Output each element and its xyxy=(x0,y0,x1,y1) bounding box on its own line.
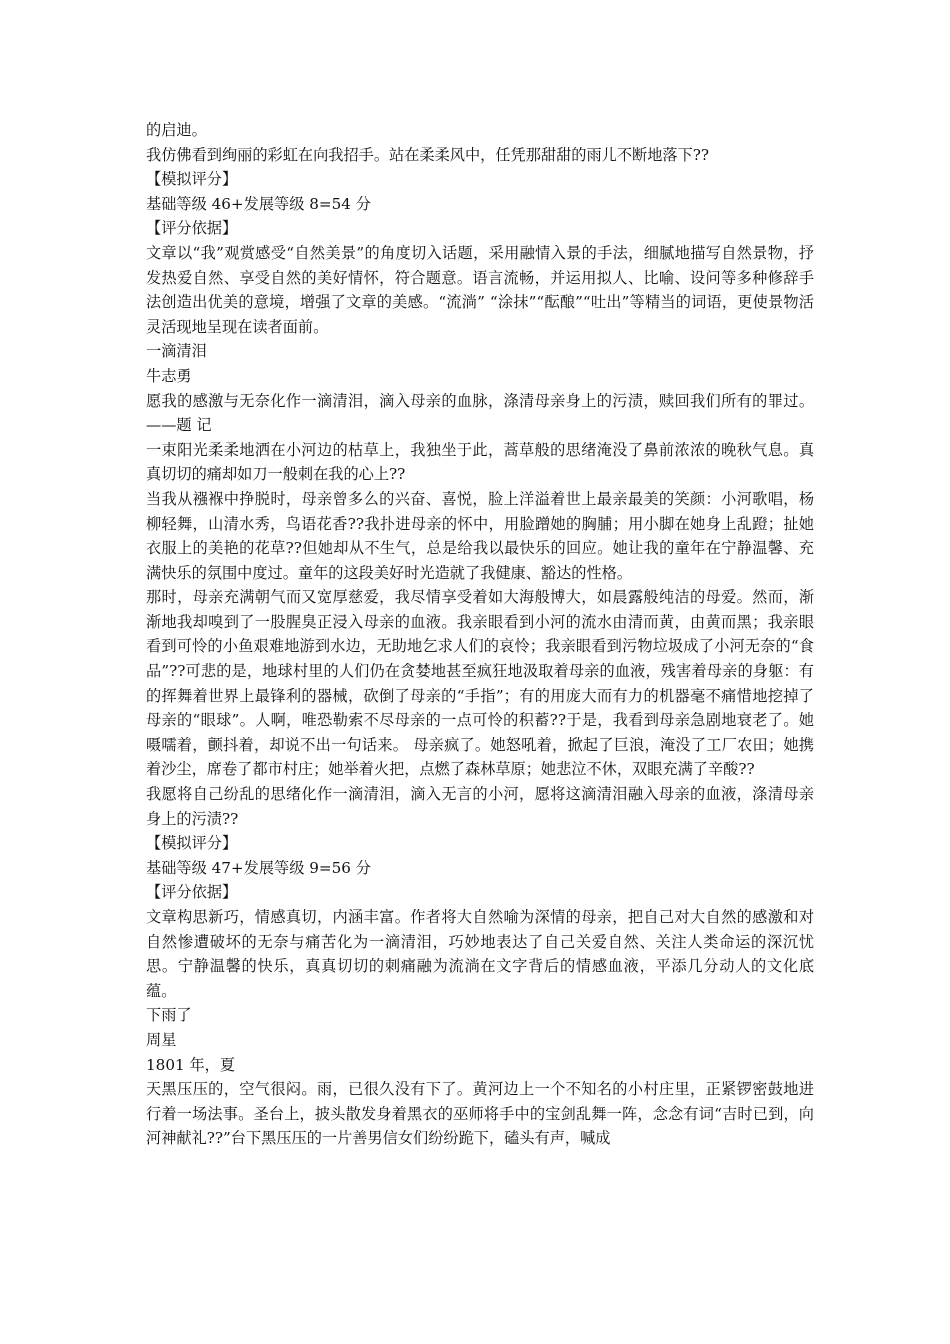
score-line: 基础等级 46+发展等级 8=54 分 xyxy=(146,194,371,213)
essay-title: 下雨了 xyxy=(146,1006,192,1025)
section-heading: 【评分依据】 xyxy=(146,883,238,902)
paragraph: 1801 年，夏 xyxy=(146,1055,236,1074)
paragraph: 那时，母亲充满朝气而又宽厚慈爱，我尽情享受着如大海般博大，如晨露般纯洁的母爱。然而，渐渐地我却嗅到了一股腥臭正浸入母亲的血液。我亲眼看到小河的流水由清而黄，由黄而黑；我亲眼看到可怜的小鱼艰难地游到水边，无助地乞求人们的哀怜；我亲眼看到污物垃圾成了小河无奈的“食品”??可悲的是，地球村里的人们仍在贪婪地甚至疯狂地汲取着母亲的血液，残害着母亲的身躯：有的挥舞着世界上最锋利的器械，砍倒了母亲的“手指”；有的用庞大而有力的机器毫不痛惜地挖掉了母亲的“眼球”。人啊，唯恐勒索不尽母亲的一点可怜的积蓄??于是，我看到母亲急剧地衰老了。她嗫嚅着，颤抖着，却说不出一句话来。 母亲疯了。她怒吼着，掀起了巨浪，淹没了工厂农田；她携着沙尘，席卷了都市村庄；她举着火把，点燃了森林草原；她悲泣不休，双眼充满了辛酸?? xyxy=(146,588,814,779)
paragraph: 文章构思新巧，情感真切，内涵丰富。作者将大自然喻为深情的母亲，把自己对大自然的感激和对自然惨遭破坏的无奈与痛苦化为一滴清泪，巧妙地表达了自己关爱自然、关注人类命运的深沉忧思。宁静温馨的快乐，真真切切的刺痛融为流淌在文字背后的情感血液，平添几分动人的文化底蕴。 xyxy=(146,908,814,1000)
section-heading: 【模拟评分】 xyxy=(146,170,238,189)
paragraph: 当我从襁褓中挣脱时，母亲曾多么的兴奋、喜悦，脸上洋溢着世上最亲最美的笑颜：小河歌唱，杨柳轻舞，山清水秀，鸟语花香??我扑进母亲的怀中，用脸蹭她的胸脯；用小脚在她身上乱蹬；扯她衣服上的美艳的花草??但她却从不生气，总是给我以最快乐的回应。她让我的童年在宁静温馨、充满快乐的氛围中度过。童年的这段美好时光造就了我健康、豁达的性格。 xyxy=(146,489,814,582)
paragraph: 文章以“我”观赏感受“自然美景”的角度切入话题，采用融情入景的手法，细腻地描写自然景物，抒发热爱自然、享受自然的美好情怀，符合题意。语言流畅，并运用拟人、比喻、设问等多种修辞手法创造出优美的意境，增强了文章的美感。“流淌” “涂抹”“酝酿”“吐出”等精当的词语，更使景物活灵活现地呈现在读者面前。 xyxy=(146,243,814,336)
paragraph: 的启迪。 xyxy=(146,121,207,139)
essay-author: 牛志勇 xyxy=(146,366,192,385)
paragraph: 一束阳光柔柔地洒在小河边的枯草上，我独坐于此，蒿草般的思绪淹没了鼻前浓浓的晚秋气息。真真切切的痛却如刀一般刺在我的心上?? xyxy=(146,440,814,484)
paragraph: 天黑压压的，空气很闷。雨，已很久没有下了。黄河边上一个不知名的小村庄里，正紧锣密鼓地进行着一场法事。圣台上，披头散发身着黑衣的巫师将手中的宝剑乱舞一阵，念念有词“吉时已到，向河神献礼??”台下黑压压的一片善男信女们纷纷跪下，磕头有声，喊成 xyxy=(146,1080,814,1148)
paragraph: 我仿佛看到绚丽的彩虹在向我招手。站在柔柔风中，任凭那甜甜的雨儿不断地落下?? xyxy=(146,145,710,164)
section-heading: 【模拟评分】 xyxy=(146,834,238,853)
paragraph: 愿我的感激与无奈化作一滴清泪，滴入母亲的血脉，涤清母亲身上的污渍，赎回我们所有的罪过。——题 记 xyxy=(146,391,814,435)
score-line: 基础等级 47+发展等级 9=56 分 xyxy=(146,858,371,877)
section-heading: 【评分依据】 xyxy=(146,219,238,238)
essay-title: 一滴清泪 xyxy=(146,342,207,361)
paragraph: 我愿将自己纷乱的思绪化作一滴清泪，滴入无言的小河，愿将这滴清泪融入母亲的血液，涤清母亲身上的污渍?? xyxy=(146,785,814,828)
essay-author: 周星 xyxy=(146,1030,177,1049)
document-page xyxy=(146,118,814,1151)
